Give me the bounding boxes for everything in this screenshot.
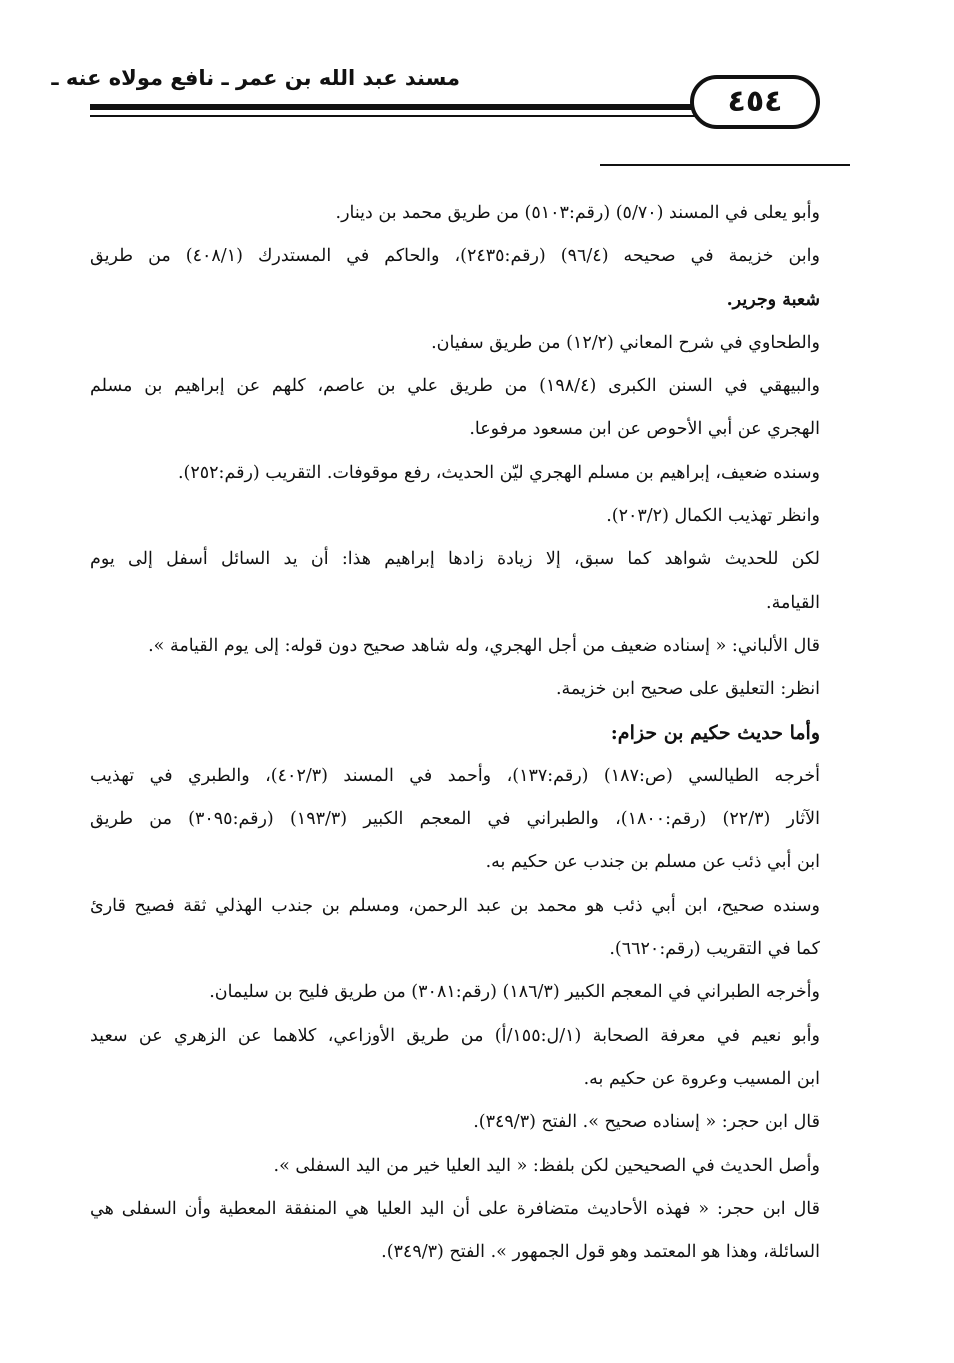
text-line: وانظر تهذيب الكمال (٢٠٣/٢).: [606, 506, 820, 527]
text-line: وسنده صحيح، ابن أبي ذئب هو محمد بن عبد الرحمن، ومسلم بن جندب الهذلي ثقة فصيح قارئ: [90, 895, 820, 916]
text-line: قال ابن حجر: « إسناده صحيح ». الفتح (٣٤٩/٣).: [473, 1112, 820, 1133]
text-line: شعبة وجرير.: [726, 289, 820, 310]
page-number: ٤٥٤: [727, 84, 783, 119]
text-line: وسنده ضعيف، إبراهيم بن مسلم الهجري ليّن الحديث، رفع موقوفات. التقريب (رقم:٢٥٢).: [177, 462, 820, 483]
text-line: وأبو نعيم في معرفة الصحابة (١/ل:١٥٥/أ) من طريق الأوزاعي، كلاهما عن الزهري عن سعيد: [90, 1025, 820, 1046]
text-line: والطحاوي في شرح المعاني (١٢/٢) من طريق سفيان.: [431, 332, 820, 353]
text-line: لكن للحديث شواهد كما سبق، إلا زيادة زادها إبراهيم هذا: أن يد السائل أسفل إلى يوم: [90, 549, 820, 570]
text-line: والبيهقي في السنن الكبرى (١٩٨/٤) من طريق علي بن عاصم، كلهم عن إبراهيم بن مسلم: [90, 376, 820, 397]
text-line: كما في التقريب (رقم:٦٦٢٠).: [609, 939, 820, 960]
page-number-badge: [690, 75, 820, 129]
text-line: القيامة.: [766, 592, 820, 613]
text-line: السائلة، وهذا هو المعتمد وهو قول الجمهور ». الفتح (٣٤٩/٣).: [381, 1242, 820, 1263]
text-separator-rule: [600, 164, 850, 166]
body-text: [90, 192, 820, 1274]
text-line: انظر: التعليق على صحيح ابن خزيمة.: [555, 679, 820, 700]
text-line: الآثار (٢٢/٣) (رقم:١٨٠٠)، والطبراني في المعجم الكبير (١٩٣/٣) (رقم:٣٠٩٥) من طريق: [90, 809, 821, 830]
section-heading: وأما حديث حكيم بن حزام:: [610, 721, 820, 744]
text-line: أخرجه الطيالسي (ص:١٨٧) (رقم:١٣٧)، وأحمد في المسند (٤٠٢/٣)، والطبري في تهذيب: [90, 765, 821, 786]
header-rule-thin: [90, 115, 710, 117]
text-line: وأخرجه الطبراني في المعجم الكبير (١٨٦/٣) (رقم:٣٠٨١) من طريق فليح بن سليمان.: [209, 982, 820, 1003]
text-line: الهجري عن أبي الأحوص عن ابن مسعود مرفوعا.: [469, 419, 820, 440]
text-line: وأصل الحديث في الصحيحين لكن بلفظ: « اليد العليا خير من اليد السفلى ».: [273, 1155, 820, 1176]
text-line: وأبو يعلى في المسند (٥/٧٠) (رقم:٥١٠٣) من طريق محمد بن دينار.: [335, 203, 820, 223]
header-rule-thick: [90, 104, 710, 110]
running-header-title: مسند عبد الله بن عمر ـ نافع مولاه عنه ـ: [51, 66, 460, 90]
text-line: ابن المسيب وعروة عن حكيم به.: [583, 1068, 820, 1089]
text-line: قال ابن حجر: « فهذه الأحاديث متضافرة على أن اليد العليا هي المنفقة المعطية وأن السفلى هي: [90, 1198, 820, 1219]
text-line: ابن أبي ذئب عن مسلم بن جندب عن حكيم به.: [485, 852, 820, 873]
text-line: قال الألباني: « إسناده ضعيف من أجل الهجري، وله شاهد صحيح دون قوله: إلى يوم القيامة ».: [148, 635, 820, 656]
text-line: وابن خزيمة في صحيحه (٩٦/٤) (رقم:٢٤٣٥)، والحاكم في المستدرك (٤٠٨/١) من طريق: [90, 246, 820, 267]
